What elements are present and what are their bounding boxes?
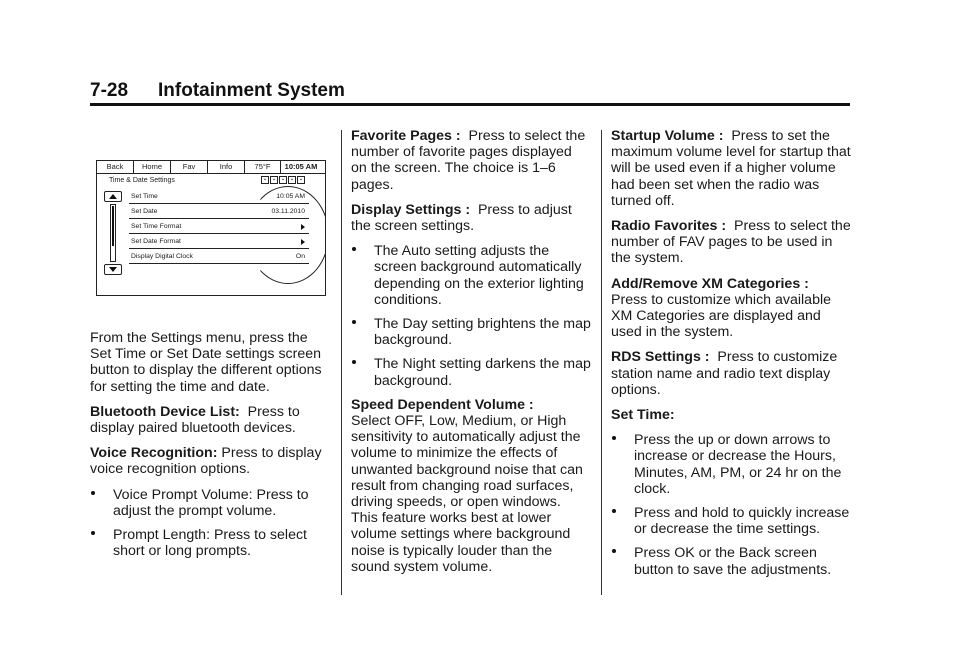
bullet-icon (91, 531, 95, 535)
description: Press to set the maximum volume level for startup that will be used even if a higher volume had been set when the radio was turned off. (611, 128, 851, 209)
up-arrow-icon (109, 194, 117, 199)
display-settings-paragraph (351, 202, 591, 234)
scrollbar[interactable] (104, 191, 122, 275)
section-title: Infotainment System (158, 80, 345, 101)
nav-icon: ▪ (279, 176, 287, 184)
bullet-item (611, 505, 851, 537)
set-date-row[interactable] (129, 207, 309, 219)
screen-topbar (97, 161, 325, 174)
bullet-item (351, 316, 591, 348)
set-time-row[interactable] (129, 192, 309, 204)
bullet-text: The Night setting darkens the map background. (374, 356, 591, 389)
column-3 (611, 128, 851, 586)
settings-list (129, 192, 309, 267)
set-time-heading (611, 407, 851, 423)
home-button[interactable]: Home (134, 161, 171, 173)
screen-title: Time & Date Settings (109, 177, 175, 184)
set-time-format-row[interactable] (129, 222, 309, 234)
bullet-icon (612, 509, 616, 513)
description: Press to select the number of FAV pages to be used in the system. (611, 218, 851, 267)
term: Voice Recognition: (90, 445, 218, 462)
term: RDS Settings : (611, 349, 710, 366)
speed-dependent-volume-paragraph (351, 397, 591, 575)
description: Press to display paired bluetooth devices. (90, 403, 300, 437)
term: Speed Dependent Volume : (351, 396, 534, 413)
description: Press to adjust the screen settings. (351, 201, 572, 235)
term: Bluetooth Device List: (90, 403, 240, 420)
bullet-item (351, 243, 591, 308)
bluetooth-device-list-paragraph (90, 404, 330, 436)
chevron-right-icon (301, 224, 305, 230)
down-arrow-icon (109, 267, 117, 272)
row-label: Set Date Format (131, 238, 181, 245)
scroll-down-button[interactable] (104, 264, 122, 275)
row-label: Set Date (131, 208, 158, 215)
back-button[interactable]: Back (97, 161, 134, 173)
bullet-icon (612, 436, 616, 440)
audio-icon: ▪ (297, 176, 305, 184)
bullet-icon (352, 320, 356, 324)
page-number: 7-28 (90, 80, 129, 101)
description: Select OFF, Low, Medium, or High sensitivity to automatically adjust the volume to minimize the effects of unwanted background noise that can result from changing road surfaces, driving speeds, or open windows. This feature works best at lower volume settings where background noise is typically louder than the sound system volume. (351, 413, 583, 575)
bullet-text: Prompt Length: Press to select short or long prompts. (113, 527, 307, 560)
term: Favorite Pages : (351, 128, 461, 144)
header-rule (90, 103, 850, 106)
chevron-right-icon (301, 239, 305, 245)
bullet-text: The Day setting brightens the map background. (374, 316, 591, 349)
fav-button[interactable]: Fav (171, 161, 208, 173)
rds-settings-paragraph (611, 349, 851, 398)
voice-recognition-paragraph (90, 445, 330, 477)
status-icons (261, 176, 305, 185)
column-2 (351, 128, 591, 584)
bullet-text: The Auto setting adjusts the screen background automatically depending on the exterior lighting conditions. (374, 243, 584, 308)
row-label: Display Digital Clock (131, 253, 193, 260)
row-value: 03.11.2010 (271, 208, 305, 215)
bullet-item (351, 356, 591, 388)
signal-icon: ▪ (270, 176, 278, 184)
column-divider (341, 130, 342, 595)
bullet-icon (352, 247, 356, 251)
scroll-thumb[interactable] (112, 206, 114, 246)
scroll-up-button[interactable] (104, 191, 122, 202)
bullet-text: Voice Prompt Volume: Press to adjust the prompt volume. (113, 486, 309, 519)
term: Set Time: (611, 407, 675, 424)
column-1 (90, 330, 330, 567)
clock-display: 10:05 AM (284, 162, 318, 171)
row-label: Set Time Format (131, 223, 182, 230)
description: Press to customize which available XM Categories are displayed and used in the system. (611, 291, 832, 341)
bullet-text: Press the up or down arrows to increase or decrease the Hours, Minutes, AM, PM, or 24 hr on the clock. (634, 432, 842, 497)
bullet-item (611, 545, 851, 577)
bullet-item (90, 487, 330, 519)
bullet-text: Press OK or the Back screen button to save the adjustments. (634, 545, 832, 578)
info-button[interactable]: Info (208, 161, 245, 173)
set-date-format-row[interactable] (129, 237, 309, 249)
intro-paragraph: From the Settings menu, press the Set Time or Set Date settings screen button to display the different options for setting the time and date. (90, 330, 322, 395)
radio-favorites-paragraph (611, 218, 851, 267)
bullet-item (611, 432, 851, 497)
bullet-text: Press and hold to quickly increase or decrease the time settings. (634, 505, 850, 538)
bullet-item (90, 527, 330, 559)
startup-volume-paragraph (611, 128, 851, 209)
temperature-display: 75°F (245, 161, 281, 173)
xm-categories-paragraph (611, 276, 851, 341)
bullet-icon (91, 491, 95, 495)
description: Press to customize station name and radio text display options. (611, 349, 838, 398)
bullet-icon (612, 549, 616, 553)
term: Display Settings : (351, 201, 471, 218)
column-divider (601, 130, 602, 595)
favorite-pages-paragraph (351, 128, 591, 193)
row-label: Set Time (131, 193, 158, 200)
row-value: On (295, 253, 305, 260)
row-value: 10:05 AM (276, 193, 305, 200)
description: Press to display voice recognition options. (90, 445, 322, 478)
phone-icon: ▪ (261, 176, 269, 184)
term: Startup Volume : (611, 128, 724, 144)
scroll-track[interactable] (110, 204, 116, 262)
description: Press to select the number of favorite pages displayed on the screen. The choice is 1–6 pages. (351, 128, 586, 193)
term: Radio Favorites : (611, 218, 727, 235)
time-date-settings-screen-figure (96, 160, 326, 296)
bluetooth-icon: ▪ (288, 176, 296, 184)
display-digital-clock-row[interactable] (129, 252, 309, 264)
term: Add/Remove XM Categories : (611, 275, 809, 292)
bullet-icon (352, 360, 356, 364)
